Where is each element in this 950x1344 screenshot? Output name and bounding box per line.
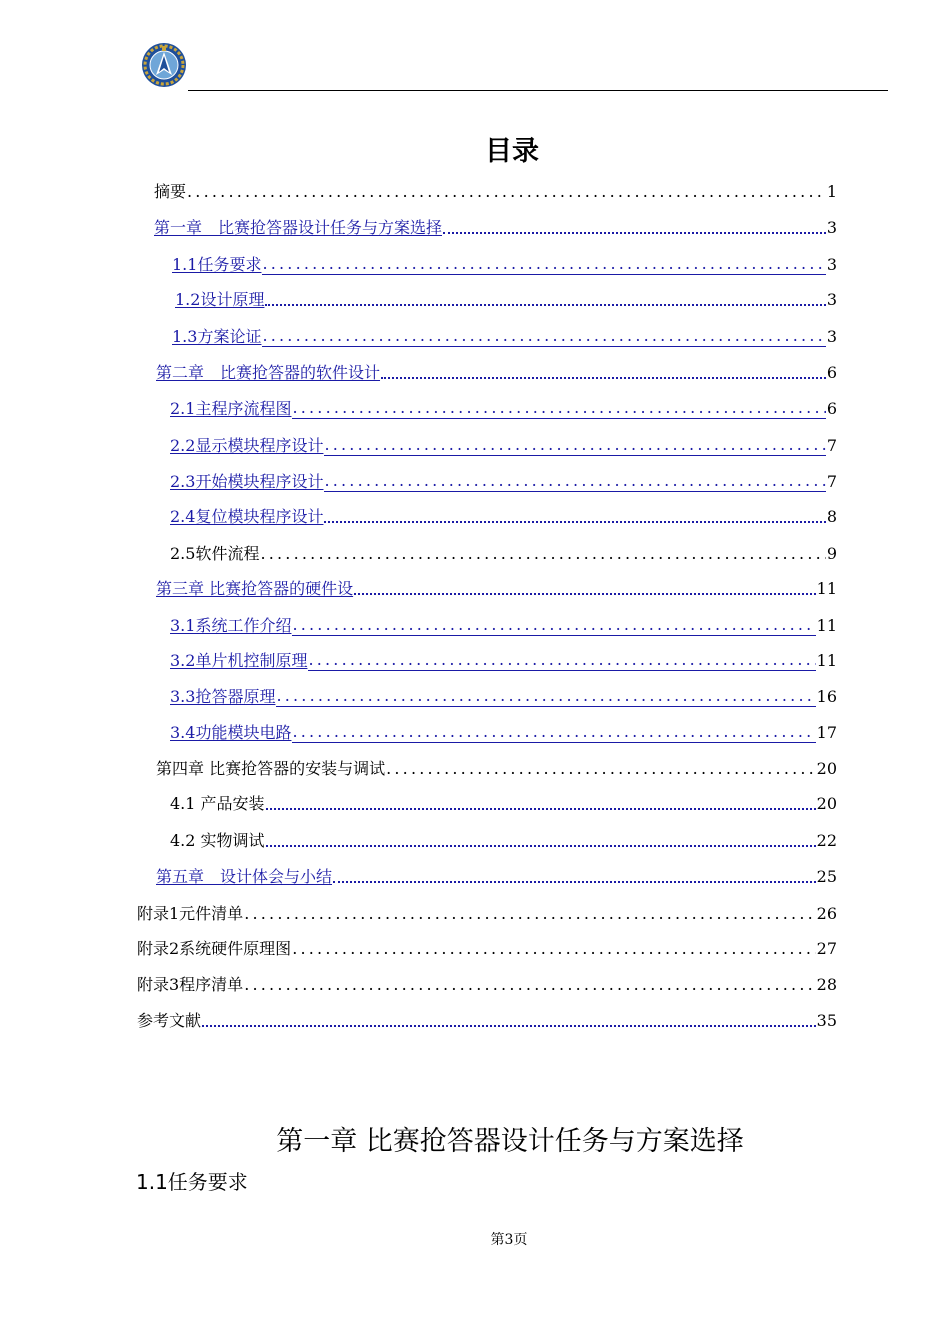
chapter-heading: 第一章 比赛抢答器设计任务与方案选择 xyxy=(276,1126,744,1157)
toc-entry-label: 附录3程序清单 xyxy=(137,975,244,994)
toc-entry-3-1[interactable] xyxy=(170,612,837,636)
toc-entry-chapter-5[interactable] xyxy=(156,863,837,887)
toc-entry-2-5 xyxy=(170,540,837,564)
toc-leader-dots xyxy=(333,877,816,883)
toc-entry-page: 26 xyxy=(816,904,837,923)
toc-entry-page: 35 xyxy=(816,1011,837,1030)
toc-entry-label: 4.1 产品安装 xyxy=(170,794,265,813)
toc-entry-page: 3 xyxy=(826,327,837,346)
toc-entry-3-3[interactable] xyxy=(170,683,837,707)
toc-leader-dots xyxy=(324,517,825,523)
page-number-footer: 第3页 xyxy=(490,1232,528,1248)
toc-entry-references[interactable] xyxy=(137,1007,837,1031)
toc-entry-label: 附录1元件清单 xyxy=(137,904,244,923)
toc-entry-label: 2.1主程序流程图 xyxy=(170,399,292,418)
toc-entry-label: 2.4复位模块程序设计 xyxy=(170,507,324,526)
toc-leader-dots xyxy=(262,254,825,275)
toc-entry-label: 2.2显示模块程序设计 xyxy=(170,436,324,455)
toc-entry-1-1[interactable] xyxy=(172,251,837,275)
toc-entry-page: 28 xyxy=(816,975,837,994)
toc-entry-label: 2.3开始模块程序设计 xyxy=(170,472,324,491)
toc-leader-dots xyxy=(354,589,816,595)
toc-entry-label: 第三章 比赛抢答器的硬件设 xyxy=(156,579,354,598)
toc-entry-page: 3 xyxy=(826,255,837,274)
toc-leader-dots xyxy=(292,398,825,419)
toc-entry-label: 第四章 比赛抢答器的安装与调试 xyxy=(156,759,386,778)
toc-entry-page: 6 xyxy=(826,363,837,382)
toc-entry-4-2[interactable] xyxy=(170,827,837,851)
toc-leader-dots xyxy=(292,939,815,959)
toc-entry-label: 第二章 比赛抢答器的软件设计 xyxy=(156,363,381,382)
toc-entry-appendix-1 xyxy=(137,900,837,924)
toc-entry-4-1[interactable] xyxy=(170,790,837,814)
toc-leader-dots xyxy=(324,471,825,492)
toc-leader-dots xyxy=(187,182,826,202)
toc-entry-label: 摘要 xyxy=(154,182,187,201)
toc-leader-dots xyxy=(244,975,815,995)
toc-entry-2-2[interactable] xyxy=(170,432,837,456)
toc-entry-appendix-2 xyxy=(137,935,837,959)
toc-entry-label: 1.3方案论证 xyxy=(172,327,262,346)
toc-entry-label: 参考文献 xyxy=(137,1011,202,1030)
toc-entry-page: 6 xyxy=(826,399,837,418)
toc-title: 目录 xyxy=(485,136,539,167)
toc-entry-2-3[interactable] xyxy=(170,468,837,492)
toc-entry-label: 1.2设计原理 xyxy=(175,290,265,309)
toc-entry-label: 3.4功能模块电路 xyxy=(170,723,292,742)
toc-entry-1-3[interactable] xyxy=(172,323,837,347)
toc-entry-3-2[interactable] xyxy=(170,647,837,671)
toc-entry-label: 3.1系统工作介绍 xyxy=(170,616,292,635)
toc-leader-dots xyxy=(265,300,825,306)
toc-entry-page: 11 xyxy=(816,579,837,598)
university-logo-icon xyxy=(141,42,187,88)
toc-entry-label: 4.2 实物调试 xyxy=(170,831,265,850)
toc-leader-dots xyxy=(202,1021,816,1027)
toc-entry-page: 27 xyxy=(816,939,837,958)
toc-entry-abstract xyxy=(154,178,837,202)
toc-entry-chapter-2[interactable] xyxy=(156,359,837,383)
toc-entry-label: 第一章 比赛抢答器设计任务与方案选择 xyxy=(154,218,443,237)
toc-entry-page: 3 xyxy=(826,218,837,237)
toc-entry-label: 2.5软件流程 xyxy=(170,544,260,563)
toc-entry-page: 7 xyxy=(826,472,837,491)
toc-entry-appendix-3 xyxy=(137,971,837,995)
toc-leader-dots xyxy=(262,326,825,347)
toc-entry-page: 11 xyxy=(816,616,837,635)
toc-leader-dots xyxy=(386,759,816,779)
toc-entry-page: 17 xyxy=(816,723,837,742)
toc-leader-dots xyxy=(292,722,815,743)
toc-entry-2-4[interactable] xyxy=(170,503,837,527)
toc-entry-page: 22 xyxy=(816,831,837,850)
toc-entry-page: 11 xyxy=(816,651,837,670)
toc-entry-page: 16 xyxy=(816,687,837,706)
toc-leader-dots xyxy=(324,435,825,456)
toc-entry-label: 附录2系统硬件原理图 xyxy=(137,939,292,958)
toc-leader-dots xyxy=(443,228,826,234)
toc-entry-page: 7 xyxy=(826,436,837,455)
toc-entry-1-2[interactable] xyxy=(175,286,837,310)
toc-entry-chapter-3[interactable] xyxy=(156,575,837,599)
toc-leader-dots xyxy=(308,650,815,671)
toc-entry-page: 8 xyxy=(826,507,837,526)
toc-entry-page: 25 xyxy=(816,867,837,886)
toc-leader-dots xyxy=(266,804,816,810)
header-rule xyxy=(188,90,888,91)
toc-leader-dots xyxy=(276,686,815,707)
toc-entry-page: 1 xyxy=(826,182,837,201)
toc-entry-3-4[interactable] xyxy=(170,719,837,743)
toc-entry-2-1[interactable] xyxy=(170,395,837,419)
toc-leader-dots xyxy=(292,615,815,636)
toc-entry-page: 20 xyxy=(816,794,837,813)
toc-entry-page: 20 xyxy=(816,759,837,778)
toc-leader-dots xyxy=(266,841,816,847)
toc-entry-page: 9 xyxy=(826,544,837,563)
toc-leader-dots xyxy=(244,904,815,924)
toc-entry-label: 1.1任务要求 xyxy=(172,255,262,274)
toc-entry-chapter-4 xyxy=(156,755,837,779)
toc-entry-page: 3 xyxy=(826,290,837,309)
toc-leader-dots xyxy=(260,544,825,564)
toc-entry-label: 3.2单片机控制原理 xyxy=(170,651,308,670)
toc-entry-chapter-1[interactable] xyxy=(154,214,837,238)
section-heading: 1.1任务要求 xyxy=(136,1170,248,1194)
toc-entry-label: 3.3抢答器原理 xyxy=(170,687,276,706)
toc-entry-label: 第五章 设计体会与小结 xyxy=(156,867,333,886)
toc-leader-dots xyxy=(381,373,826,379)
